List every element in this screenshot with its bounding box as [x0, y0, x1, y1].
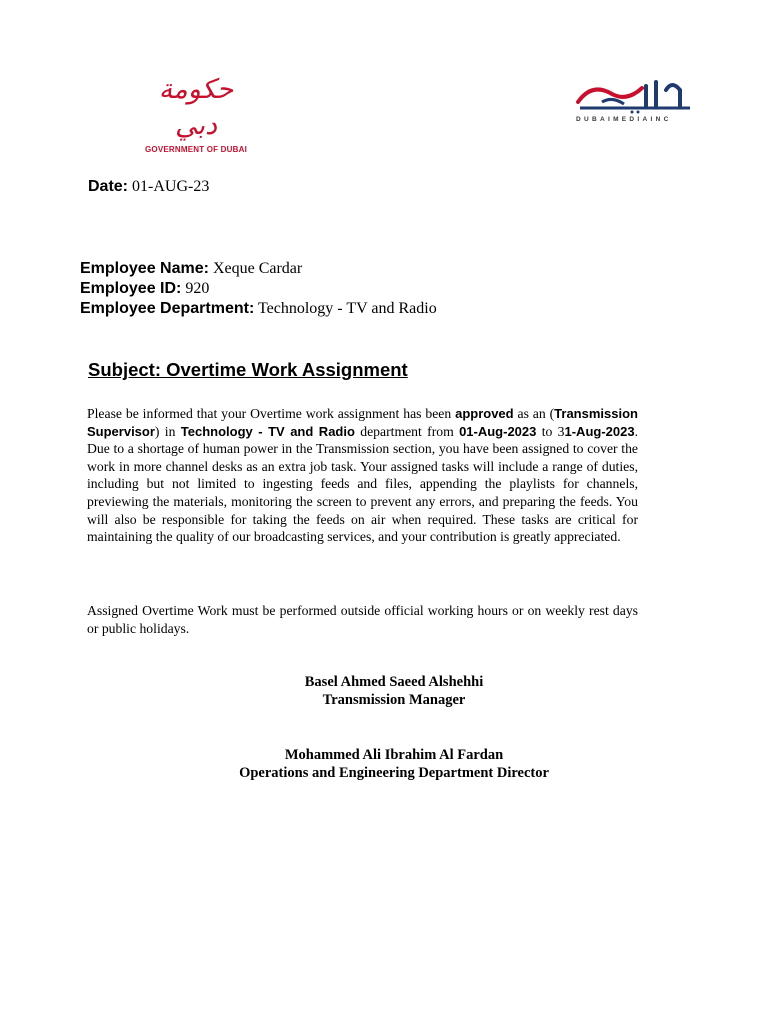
logo-english-tagline: DUBAIMEDIAINC [576, 116, 672, 123]
signatory-name: Mohammed Ali Ibrahim Al Fardan [284, 747, 504, 763]
dubai-media-inc-logo [572, 72, 702, 128]
employee-details [80, 259, 437, 319]
logo-arabic-text: حكومة دبي [158, 74, 234, 141]
body-paragraph-1 [87, 405, 638, 546]
body-text-segment: ) in [154, 423, 181, 439]
position-text: Transmission Supervisor [87, 406, 638, 439]
subject-heading: Subject: Overtime Work Assignment [88, 359, 408, 380]
government-of-dubai-logo [140, 72, 252, 154]
employee-name-value: Xeque Cardar [212, 260, 303, 277]
employee-department-label: Employee Department: [80, 300, 255, 317]
approved-text: approved [455, 406, 514, 421]
date-line [88, 178, 209, 196]
employee-id-value: 920 [185, 280, 210, 297]
start-date-text: 01-Aug-2023 [459, 423, 537, 439]
department-text: Technology - TV and Radio [180, 423, 355, 439]
employee-department-value: Technology - TV and Radio [257, 300, 437, 317]
signatory-title: Transmission Manager [322, 692, 466, 708]
body-paragraph-2: Assigned Overtime Work must be performed outside official working hours or on weekly rest days or public holidays. [87, 603, 638, 636]
body-text-segment: department from [354, 423, 460, 439]
date-value: 01-AUG-23 [132, 178, 210, 195]
body-text-segment: Please be informed that your Overtime work assignment has been [87, 406, 456, 421]
dubai-media-logo-mark [572, 72, 702, 116]
body-text-segment: . Due to a shortage of human power in the Transmission section, you have been assigned to cover the work in more channel desks as an extra job task. Your assigned tasks will include a range of duties, including but not limited to ingesting feeds and files, appending the playlists for channels, previewing the materials, monitoring the screen to prevent any errors, and preparing the feeds. You will also be responsible for taking the feeds on air when required. These tasks are critical for maintaining the quality of our broadcasting services, and your contribution is greatly appreciated. [87, 423, 638, 545]
body-text-segment: as an ( [513, 406, 555, 421]
signatory-2 [87, 746, 701, 782]
signatory-title: Operations and Engineering Department Director [239, 765, 549, 781]
date-label: Date: [88, 178, 129, 195]
signatory-1 [87, 673, 701, 709]
end-date-text: 1-Aug-2023 [564, 423, 635, 439]
body-text-segment: to 3 [536, 423, 565, 439]
employee-name-label: Employee Name: [80, 260, 209, 277]
employee-id-label: Employee ID: [80, 280, 182, 297]
employee-department-row [80, 299, 437, 319]
employee-name-row [80, 259, 437, 279]
employee-id-row [80, 279, 437, 299]
logo-english-text: GOVERNMENT OF DUBAI [144, 145, 248, 154]
signatory-name: Basel Ahmed Saeed Alshehhi [304, 674, 484, 690]
